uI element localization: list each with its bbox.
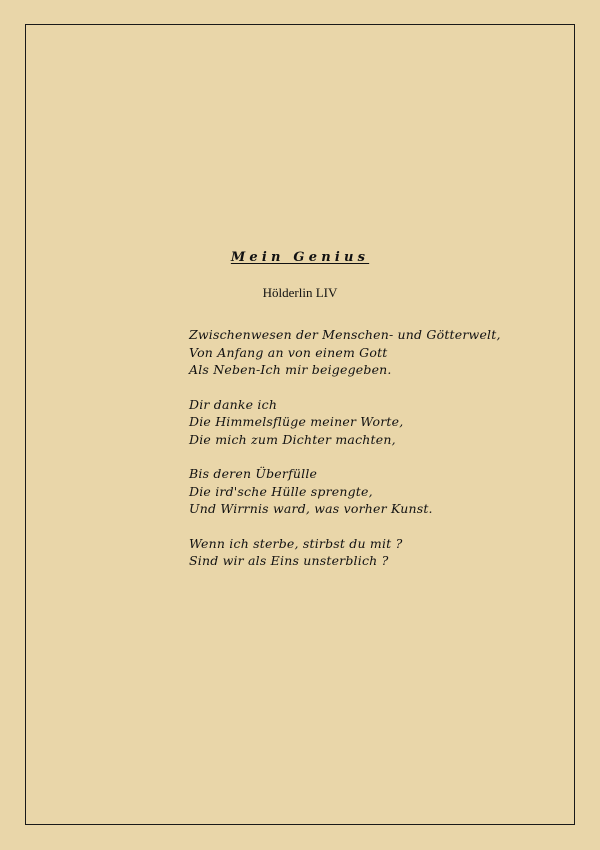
stanza [189,396,519,449]
poem-line: Wenn ich sterbe, stirbst du mit ? [189,535,403,551]
stanza [189,535,519,570]
poem-line: Dir danke ich [189,396,278,412]
poem-line: Bis deren Überfülle [189,466,318,481]
poem-line: Die Himmelsflüge meiner Worte, [189,414,404,429]
poem-line: Zwischenwesen der Menschen- und Götterwelt, [189,327,501,342]
poem-line: Als Neben-Ich mir beigegeben. [189,362,392,377]
stanza [189,326,519,379]
poem-line: Die ird'sche Hülle sprengte, [189,483,373,499]
stanza [189,465,519,518]
poem-line: Und Wirrnis ward, was vorher Kunst. [189,501,433,516]
poem-title: Mein Genius [230,250,370,265]
poem-line: Sind wir als Eins unsterblich ? [189,553,389,568]
poem-line: Die mich zum Dichter machten, [189,431,396,447]
poem-line: Von Anfang an von einem Gott [189,344,388,360]
poem-author: Hölderlin LIV [262,285,338,300]
poem-body [189,326,519,587]
